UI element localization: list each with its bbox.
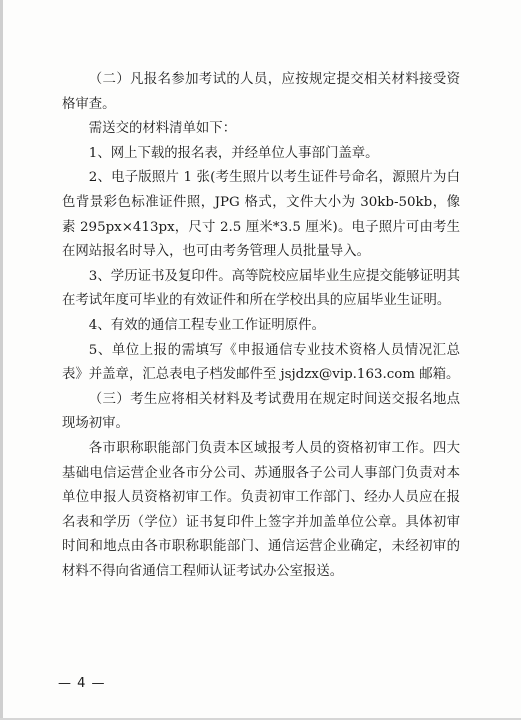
- paragraph-item-1: 1、网上下载的报名表，并经单位人事部门盖章。: [88, 145, 379, 161]
- paragraph-item-3: 3、学历证书及复印件。高等院校应届毕业生应提交能够证明其在考试年度可毕业的有效证件和所在学校出具的应届毕业生证明。: [62, 268, 460, 309]
- paragraph-materials-intro: 需送交的材料清单如下：: [88, 121, 237, 137]
- paragraph-item-5: 5、单位上报的需填写《申报通信专业技术资格人员情况汇总表》并盖章，汇总表电子档发邮件至 jsjdzx@vip.163.com 邮箱。: [62, 342, 460, 383]
- document-body: [62, 68, 460, 584]
- page-number: — 4 —: [58, 676, 106, 691]
- paragraph-initial-review: 各市职称职能部门负责本区域报考人员的资格初审工作。四大基础电信运营企业各市分公司、苏通服各子公司人事部门负责对本单位申报人员资格初审工作。负责初审工作部门、经办人员应在报名表和学历（学位）证书复印件上签字并加盖单位公章。具体初审时间和地点由各市职称职能部门、通信运营企业确定，未经初审的材料不得向省通信工程师认证考试办公室报送。: [62, 440, 460, 579]
- paragraph-section-three: （三）考生应将相关材料及考试费用在规定时间送交报名地点现场初审。: [62, 391, 460, 432]
- page-edge-left: [0, 0, 3, 720]
- paragraph-section-two: （二）凡报名参加考试的人员，应按规定提交相关材料接受资格审查。: [62, 72, 460, 112]
- paragraph-item-2: 2、电子版照片 1 张(考生照片以考生证件号命名，源照片为白色背景彩色标准证件照，JPG 格式，文件大小为 30kb-50kb，像素 295px×413px，尺寸 2.5 厘米*3.5 厘米)。电子照片可由考生在网站报名时导入，也可由考务管理人员批量导入。: [62, 170, 460, 260]
- paragraph-item-4: 4、有效的通信工程专业工作证明原件。: [88, 317, 325, 333]
